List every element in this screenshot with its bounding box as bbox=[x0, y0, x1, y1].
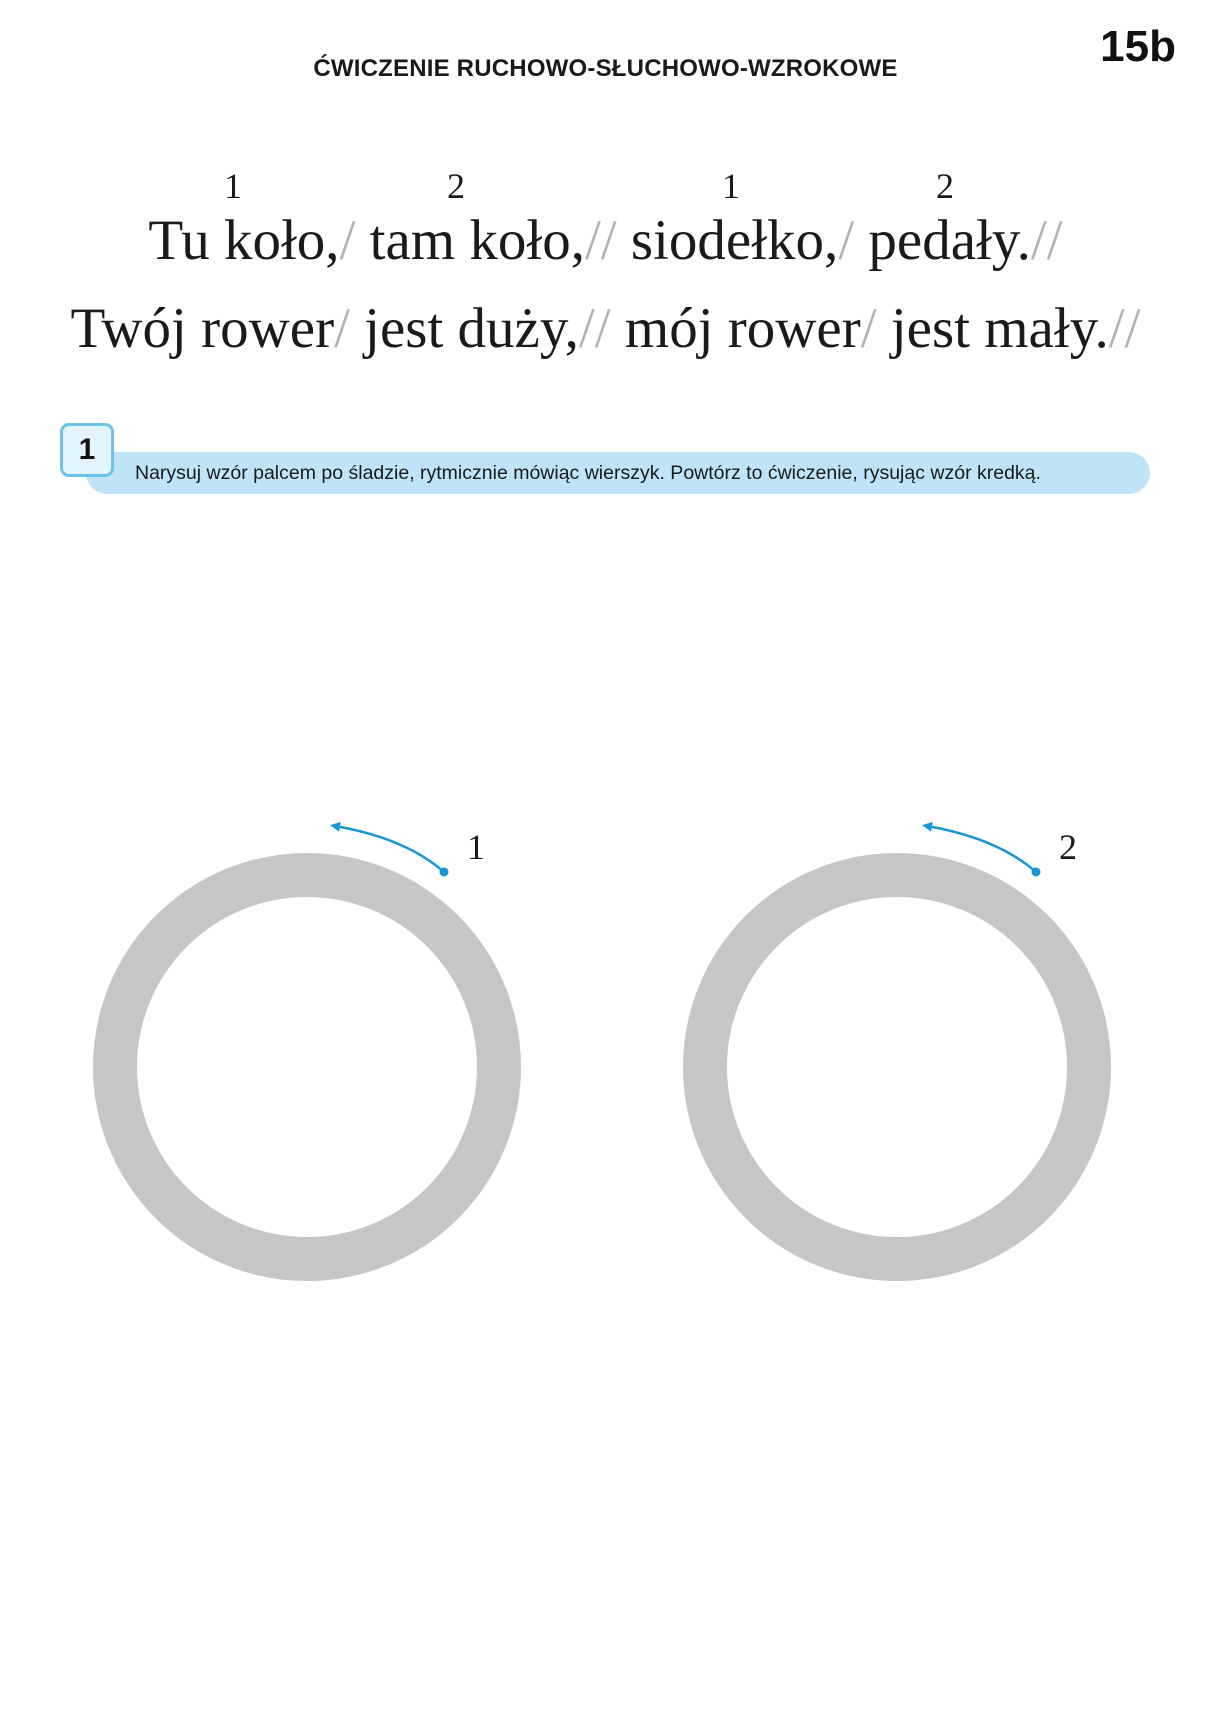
verse-phrase: pedały. bbox=[868, 209, 1031, 272]
rhythm-slash: / bbox=[838, 209, 855, 272]
direction-arrow-icon bbox=[927, 826, 1036, 872]
task-instruction-bar bbox=[86, 452, 1150, 494]
verse-line-2 bbox=[0, 296, 1211, 361]
direction-arrow-icon bbox=[335, 826, 444, 872]
task-instruction-text: Narysuj wzór palcem po śladzie, rytmicznie mówiąc wierszyk. Powtórz to ćwiczenie, rysując wzór kredką. bbox=[135, 461, 1041, 484]
rhythm-slash: / bbox=[339, 209, 356, 272]
rhythm-slash: // bbox=[1030, 209, 1063, 272]
start-point-icon bbox=[1032, 868, 1041, 877]
ring-number-label: 1 bbox=[467, 827, 485, 867]
verse-phrase: Tu koło, bbox=[148, 209, 340, 272]
exercise-title: ĆWICZENIE RUCHOWO-SŁUCHOWO-WZROKOWE bbox=[313, 55, 898, 82]
rhythm-slash: // bbox=[1108, 297, 1141, 360]
verse-phrase: jest duży, bbox=[364, 297, 579, 360]
verse-phrase: mój rower bbox=[624, 297, 861, 360]
rhythm-slash: / bbox=[860, 297, 877, 360]
beat-marker: 1 bbox=[224, 166, 242, 206]
rhythm-slash: / bbox=[334, 297, 350, 360]
verse-line-1 bbox=[0, 208, 1211, 273]
tracing-ring[interactable] bbox=[705, 875, 1089, 1259]
verse-phrase: tam koło, bbox=[369, 209, 585, 272]
beat-marker: 2 bbox=[936, 166, 954, 206]
rhythm-slash: // bbox=[584, 209, 617, 272]
rhythm-slash: // bbox=[578, 297, 611, 360]
page-number: 15b bbox=[1100, 22, 1176, 71]
tracing-pattern-1[interactable] bbox=[115, 826, 499, 1259]
start-point-icon bbox=[440, 868, 449, 877]
beat-marker: 1 bbox=[722, 166, 740, 206]
verse-phrase: jest mały. bbox=[890, 297, 1109, 360]
ring-number-label: 2 bbox=[1059, 827, 1077, 867]
tracing-pattern-2[interactable] bbox=[705, 826, 1089, 1259]
tracing-ring[interactable] bbox=[115, 875, 499, 1259]
beat-marker: 2 bbox=[447, 166, 465, 206]
verse-phrase: Twój rower bbox=[70, 297, 335, 360]
verse-phrase: siodełko, bbox=[630, 209, 839, 272]
task-number-badge: 1 bbox=[60, 423, 114, 477]
